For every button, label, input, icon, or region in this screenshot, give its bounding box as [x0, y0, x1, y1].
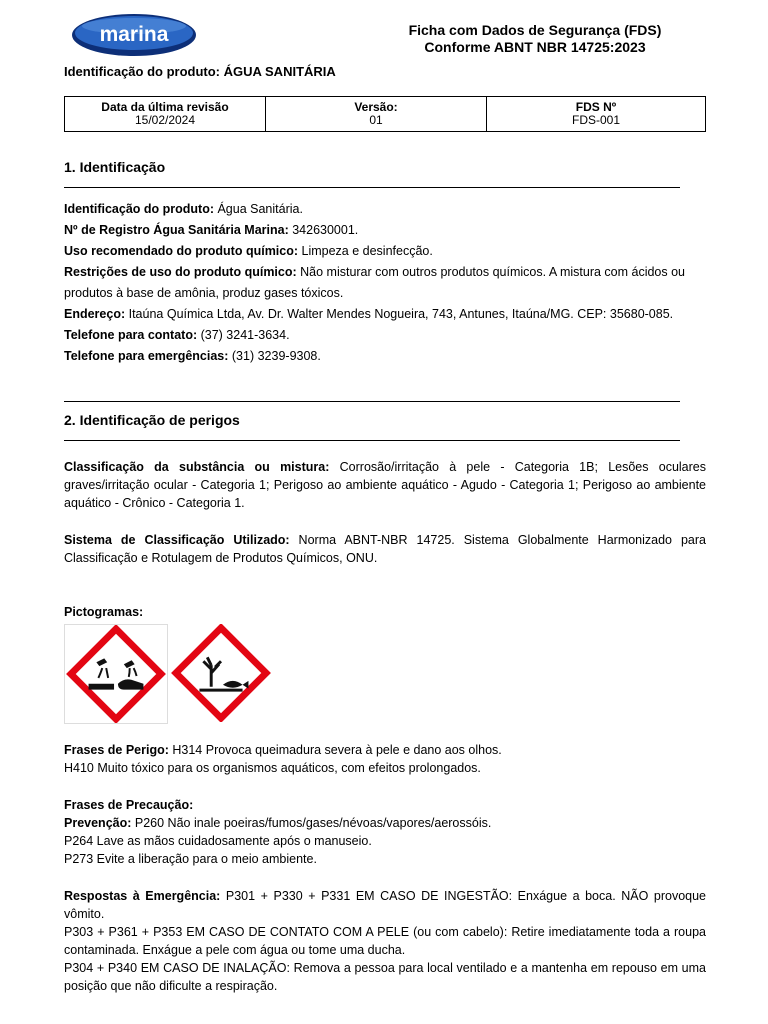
section-1-fields	[64, 199, 706, 367]
title-line-1: Ficha com Dados de Segurança (FDS)	[408, 22, 662, 38]
revision-date-value: 15/02/2024	[134, 113, 196, 127]
fds-number-header: FDS Nº	[575, 100, 617, 114]
field-product: Identificação do produto: Água Sanitária.	[64, 202, 303, 216]
section-2-top-divider	[64, 401, 680, 402]
revision-date-header: Data da última revisão	[101, 100, 229, 114]
corrosion-pictogram-icon	[64, 624, 168, 724]
title-line-2: Conforme ABNT NBR 14725:2023	[424, 39, 646, 55]
section-1-divider	[64, 187, 680, 188]
document-title	[360, 22, 710, 56]
logo-text: marina	[99, 23, 169, 46]
section-2-divider	[64, 440, 680, 441]
classification-system-paragraph: Sistema de Classificação Utilizado: Norma ABNT-NBR 14725. Sistema Globalmente Harmonizado para Classificação e Rotulagem de Produtos Químicos, ONU.	[64, 533, 706, 565]
fds-number-cell	[487, 97, 706, 132]
section-2-title: 2. Identificação de perigos	[64, 412, 240, 428]
version-cell	[266, 97, 487, 132]
emergency-responses: Respostas à Emergência: P301 + P330 + P331 EM CASO DE INGESTÃO: Enxágue a boca. NÃO provoque vômito. P303 + P361 + P353 EM CASO DE CONTATO COM A PELE (ou com cabelo): Retire imediatamente toda a roupa contaminada. Enxágue a pele com água ou tome uma ducha. P304 + P340 EM CASO DE INALAÇÃO: Remova a pessoa para local ventilado e a mantenha em repouso em uma posição que não dificulte a respiração.	[64, 889, 706, 993]
pictograms-label: Pictogramas:	[64, 605, 144, 619]
section-1-title: 1. Identificação	[64, 159, 166, 175]
revision-table	[64, 96, 706, 132]
fds-number-value: FDS-001	[571, 113, 621, 127]
field-recommended-use: Uso recomendado do produto químico: Limpeza e desinfecção.	[64, 244, 433, 258]
precaution-statements: Frases de Precaução: Prevenção: P260 Não inale poeiras/fumos/gases/névoas/vapores/aerossóis. P264 Lave as mãos cuidadosamente após o manuseio. P273 Evite a liberação para o meio ambiente.	[64, 798, 492, 866]
field-emergency-phone: Telefone para emergências: (31) 3239-9308.	[64, 349, 321, 363]
field-contact-phone: Telefone para contato: (37) 3241-3634.	[64, 328, 290, 342]
revision-date-cell	[65, 97, 266, 132]
version-header: Versão:	[354, 100, 398, 114]
product-identification: Identificação do produto: ÁGUA SANITÁRIA	[64, 64, 336, 79]
field-address: Endereço: Itaúna Química Ltda, Av. Dr. Walter Mendes Nogueira, 743, Antunes, Itaúna/MG. CEP: 35680-085.	[64, 307, 674, 321]
hazard-statements: Frases de Perigo: H314 Provoca queimadura severa à pele e dano aos olhos. H410 Muito tóxico para os organismos aquáticos, com efeitos prolongados.	[64, 743, 502, 775]
marina-logo	[70, 12, 198, 58]
field-restrictions: Restrições de uso do produto químico: Não misturar com outros produtos químicos. A mistura com ácidos ou produtos à base de amônia, produz gases tóxicos.	[64, 265, 686, 300]
version-value: 01	[369, 113, 383, 127]
field-registry: Nº de Registro Água Sanitária Marina: 342630001.	[64, 223, 359, 237]
classification-paragraph: Classificação da substância ou mistura: Corrosão/irritação à pele - Categoria 1B; Lesões oculares graves/irritação ocular - Categoria 1; Perigoso ao ambiente aquático - Agudo - Categoria 1; Perigoso ao ambiente aquático - Crônico - Categoria 1.	[64, 460, 706, 510]
environment-pictogram-icon	[170, 624, 272, 722]
